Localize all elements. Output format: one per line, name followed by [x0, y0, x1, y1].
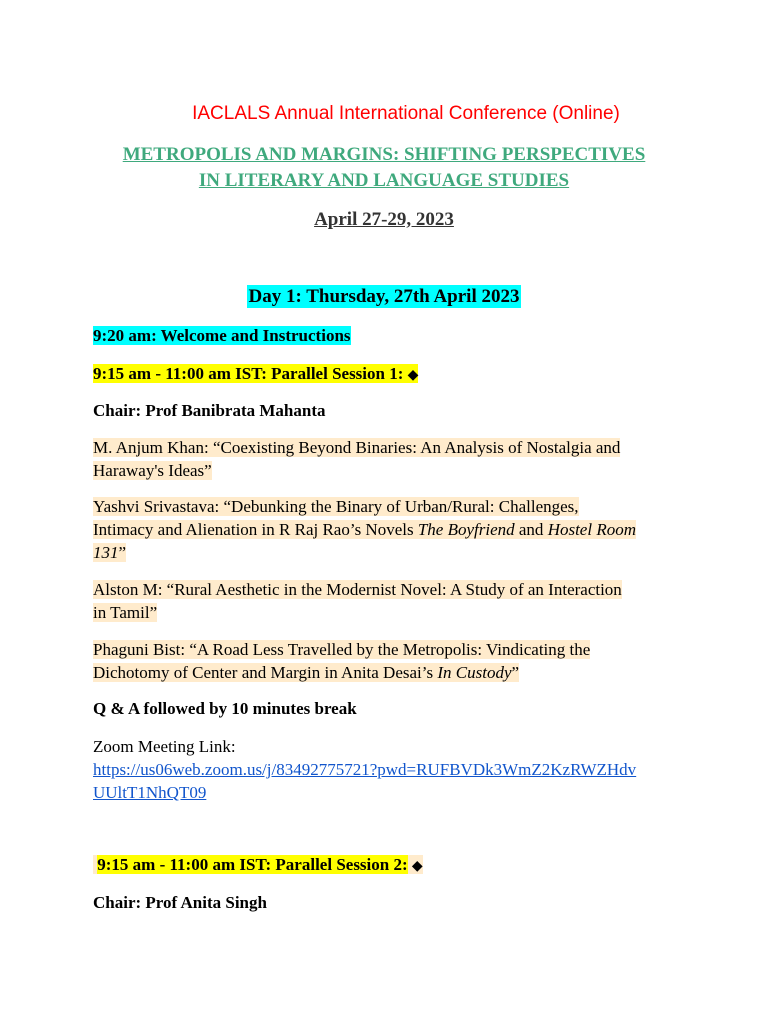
book-title-the-boyfriend: The Boyfriend	[417, 520, 515, 539]
paper-4-line-1: Phaguni Bist: “A Road Less Travelled by the Metropolis: Vindicating the	[93, 640, 591, 659]
paper-2-line-1: Yashvi Srivastava: “Debunking the Binary of Urban/Rural: Challenges,	[93, 497, 579, 516]
session1-title-text: 9:15 am - 11:00 am IST: Parallel Session 1:	[93, 364, 404, 383]
zoom-link-line-1[interactable]: https://us06web.zoom.us/j/83492775721?pwd=RUFBVDk3WmZ2KzRWZHdv	[93, 760, 637, 779]
paper-2-line-3: 131”	[93, 543, 127, 562]
paper-4-line-2: Dichotomy of Center and Margin in Anita Desai’s In Custody”	[93, 663, 520, 682]
diamond-icon: ◆	[411, 858, 423, 874]
session2-title-text: 9:15 am - 11:00 am IST: Parallel Session 2:	[97, 855, 408, 874]
theme-line-2: IN LITERARY AND LANGUAGE STUDIES	[198, 170, 570, 191]
paper-1-line-1: M. Anjum Khan: “Coexisting Beyond Binaries: An Analysis of Nostalgia and	[93, 438, 621, 457]
zoom-label: Zoom Meeting Link:	[93, 737, 236, 756]
zoom-link-line-2[interactable]: UUltT1NhQT09	[93, 783, 207, 802]
paper-2-line-2: Intimacy and Alienation in R Raj Rao’s Novels The Boyfriend and Hostel Room	[93, 520, 636, 539]
session2-chair: Chair: Prof Anita Singh	[93, 893, 267, 912]
theme-line-1: METROPOLIS AND MARGINS: SHIFTING PERSPECTIVES	[122, 144, 646, 165]
day-heading	[0, 285, 768, 309]
session1-title	[93, 362, 418, 387]
welcome-text: 9:20 am: Welcome and Instructions	[93, 326, 351, 345]
conference-title: IACLALS Annual International Conference (Online)	[192, 103, 620, 124]
conference-theme	[0, 142, 768, 194]
book-title-hostel-room: Hostel Room	[547, 520, 636, 539]
conference-dates: April 27-29, 2023	[314, 209, 454, 230]
session1-chair: Chair: Prof Banibrata Mahanta	[93, 401, 326, 420]
day-heading-text: Day 1: Thursday, 27th April 2023	[248, 286, 520, 307]
book-title-in-custody: In Custody	[437, 663, 512, 682]
diamond-icon: ◆	[407, 367, 419, 383]
session2-title	[93, 853, 423, 878]
paper-3-line-1: Alston M: “Rural Aesthetic in the Modernist Novel: A Study of an Interaction	[93, 580, 622, 599]
paper-1-line-2: Haraway's Ideas”	[93, 461, 212, 480]
paper-3-line-2: in Tamil”	[93, 603, 158, 622]
qa-break-note: Q & A followed by 10 minutes break	[93, 699, 357, 718]
welcome-line	[93, 324, 351, 347]
